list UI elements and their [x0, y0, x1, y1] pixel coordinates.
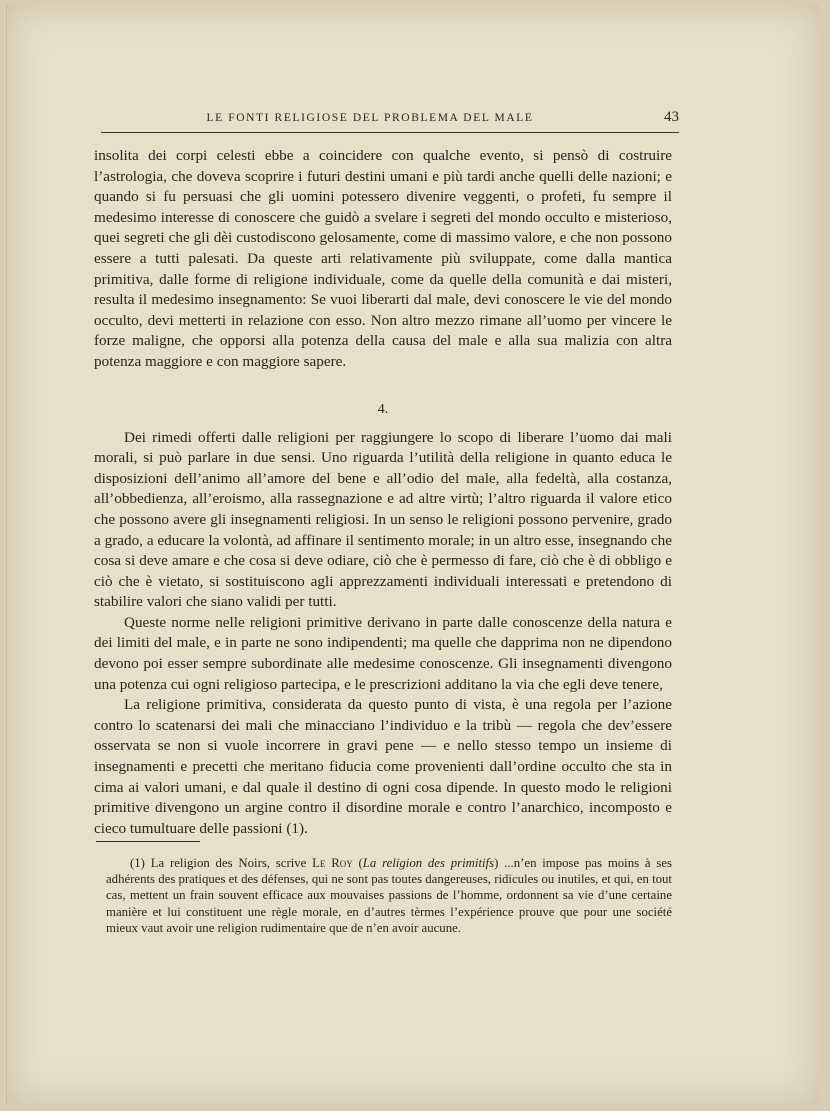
paragraph-continuation: insolita dei corpi celesti ebbe a coincidere con qualche evento, si pensò di costruire l’astrologia, che doveva scoprire i futuri destini umani e più tardi anche quelli delle nazioni; e quando si fu persuasi che gli uomini potessero divenire veggenti, o profeti, fu sempre il medesimo interesse di conoscere che guidò a svelare i segreti del mondo occulto e misterioso, quei segreti che gli dèi custodiscono gelosamente, come di massimo valore, e che non possono essere a tutti palesati. Da queste arti relativamente più sviluppate, come dalla mantica primitiva, dalle forme di religione individuale, come da quelle della comunità e dai misteri, resulta il medesimo insegnamento: Se vuoi liberarti dal male, devi conoscere le vie del mondo occulto, devi metterti in relazione con esso. Non altro mezzo rimane all’uomo per vincere le forze maligne, che opporsi alla potenza della causa del male e alla sua malizia con altra potenza maggiore e con maggiore sapere.	[94, 147, 672, 370]
paragraph: Dei rimedi offerti dalle religioni per raggiungere lo scopo di liberare l’uomo dai mali morali, si può parlare in due sensi. Uno riguarda l’utilità della religione in quanto educa le disposizioni dell’animo all’amore del bene e all’odio del male, alla fedeltà, alla costanza, all’obbedienza, all’eroismo, alla rassegnazione e ad altre virtù; l’altro riguarda il valore etico che possono avere gli insegnamenti religiosi. In un senso le religioni possono pervenire, grado a grado, a educare la volontà, ad affinare il sentimento morale; in un altro esse, insegnando che cosa si deve amare e che cosa si deve odiare, ciò che è permesso di fare, ciò che è di obbligo e ciò che è vietato, si sostituiscono agli apprezzamenti individuali interessati e pretendono di stabilire valori che siano validi per tutti.	[94, 428, 672, 611]
footnote-divider	[96, 841, 200, 842]
body-text	[94, 146, 672, 839]
footnote	[106, 855, 672, 936]
section-number: 4.	[377, 401, 389, 417]
page-header	[101, 106, 679, 133]
footnote-author: Le Roy	[312, 856, 353, 870]
paragraph: La religione primitiva, considerata da questo punto di vista, è una regola per l’azione contro lo scatenarsi dei mali che minacciano l’individuo e la tribù — regola che dev’essere osservata se non si vuole incorrere in gravi pene — e nello stesso tempo un insieme di insegnamenti e precetti che meritano fiducia come provenienti dall’ordine occulto che sta in cima ai valori umani, e dal quale il destino di ogni cosa dipende. In questo modo le religioni primitive divengono un argine contro il disordine morale e contro l’anarchico, incomposto e cieco tumultuare delle passioni (1).	[94, 696, 672, 837]
page-number: 43	[664, 109, 679, 125]
footnote-quote: ) ...n’en impose pas moins à ses adhérents des pratiques et des défenses, qui ne sont pas toutes dangereuses, ridicules ou inutiles, et qui, en tout cas, mettent un frain souvent efficace aux mouvaises passions de l’homme, ordonnent sa vie d’une certaine manière et lui constituent une règle morale, en d’autres tèrmes l’expérience prouve que pour une société mieux vaut avoir une religion rudimentaire que de n’en avoir aucune.	[106, 856, 672, 935]
paragraph: Queste norme nelle religioni primitive derivano in parte dalle conoscenze della natura e dei limiti del male, e in parte ne sono indipendenti; ma quelle che dapprima non ne dipendono devono poi esser sempre subordinate alle medesime conoscenze. Gli insegnamenti divengono una potenza cui ogni religioso partecipa, e le prescrizioni additano la via che egli deve tenere,	[94, 613, 672, 693]
footnote-lead: (1) La religion des Noirs, scrive	[130, 856, 313, 870]
footnote-paren: (	[352, 856, 363, 870]
footnote-book-title: La religion des primitifs	[362, 856, 495, 870]
footnote-text	[106, 855, 672, 936]
running-title: LE FONTI RELIGIOSE DEL PROBLEMA DEL MALE	[206, 112, 534, 124]
